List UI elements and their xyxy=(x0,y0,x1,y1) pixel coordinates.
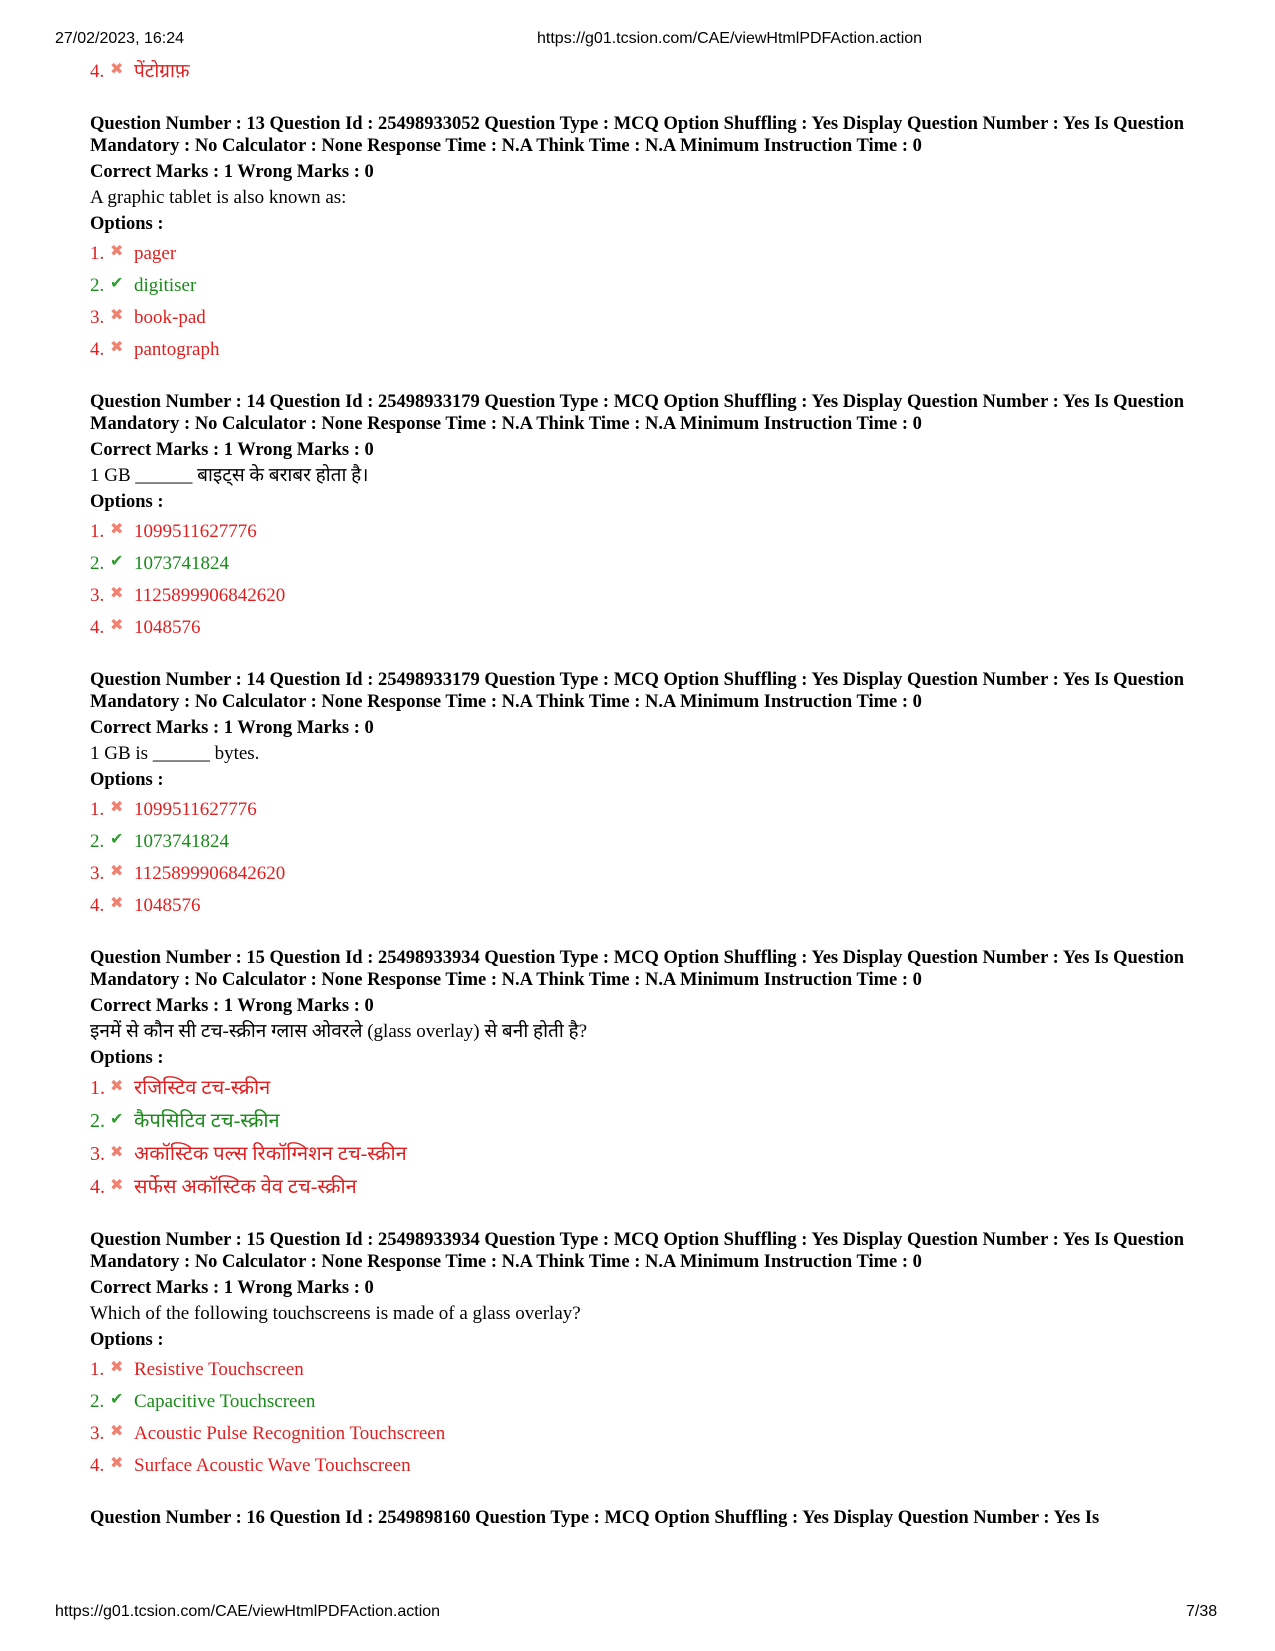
option-number: 1. xyxy=(90,243,105,264)
question-marks: Correct Marks : 1 Wrong Marks : 0 xyxy=(90,996,374,1016)
cross-icon: ✖ xyxy=(110,337,124,356)
option-text: Surface Acoustic Wave Touchscreen xyxy=(134,1455,411,1476)
question-text: 1 GB is ______ bytes. xyxy=(90,743,260,764)
question-meta: Question Number : 16 Question Id : 2549898160 Question Type : MCQ Option Shuffling : Yes Display Question Number : Yes Is xyxy=(90,1508,1100,1528)
question-block xyxy=(90,669,1210,917)
question-marks: Correct Marks : 1 Wrong Marks : 0 xyxy=(90,162,374,182)
option-text: digitiser xyxy=(134,275,197,296)
print-footer-url: https://g01.tcsion.com/CAE/viewHtmlPDFAction.action xyxy=(55,1603,441,1620)
cross-icon: ✖ xyxy=(110,305,124,324)
option-number: 3. xyxy=(90,1143,105,1165)
option-item xyxy=(90,58,1210,83)
cross-icon: ✖ xyxy=(110,519,124,538)
option-text: 1048576 xyxy=(134,895,201,916)
option-number: 4. xyxy=(90,1455,105,1476)
cross-icon: ✖ xyxy=(110,241,124,260)
option-number: 3. xyxy=(90,863,105,884)
option-text: 1073741824 xyxy=(134,553,229,574)
cross-icon: ✖ xyxy=(110,1421,124,1440)
option-number: 4. xyxy=(90,61,105,82)
question-marks: Correct Marks : 1 Wrong Marks : 0 xyxy=(90,718,374,738)
option-item xyxy=(90,1420,1210,1445)
option-item xyxy=(90,860,1210,885)
option-item xyxy=(90,550,1210,575)
option-item xyxy=(90,240,1210,265)
cross-icon: ✖ xyxy=(110,583,124,602)
option-item xyxy=(90,1107,1210,1133)
option-item xyxy=(90,796,1210,821)
option-text: Capacitive Touchscreen xyxy=(134,1391,316,1412)
cross-icon: ✖ xyxy=(110,1175,124,1194)
option-item xyxy=(90,1356,1210,1381)
question-paper-content xyxy=(90,58,1210,1533)
options-label: Options : xyxy=(90,492,164,512)
option-text: अकॉस्टिक पल्स रिकॉग्निशन टच-स्क्रीन xyxy=(134,1143,407,1165)
question-block xyxy=(90,1229,1210,1477)
option-item xyxy=(90,582,1210,607)
question-text: Which of the following touchscreens is made of a glass overlay? xyxy=(90,1303,581,1324)
option-item xyxy=(90,1452,1210,1477)
option-number: 3. xyxy=(90,585,105,606)
option-text: कैपसिटिव टच-स्क्रीन xyxy=(134,1110,280,1132)
option-number: 1. xyxy=(90,521,105,542)
options-label: Options : xyxy=(90,770,164,790)
question-meta: Question Number : 15 Question Id : 25498933934 Question Type : MCQ Option Shuffling : Yes Display Question Number : Yes Is Question Mandatory : No Calculator : None Response Time : N.A Think Time : N.A Minimum Instruction Time : 0 xyxy=(90,948,1185,990)
option-text: 1073741824 xyxy=(134,831,229,852)
option-number: 4. xyxy=(90,895,105,916)
cross-icon: ✖ xyxy=(110,861,124,880)
options-label: Options : xyxy=(90,214,164,234)
option-item xyxy=(90,272,1210,297)
option-number: 3. xyxy=(90,1423,105,1444)
option-text: pantograph xyxy=(134,339,220,360)
option-item xyxy=(90,1173,1210,1199)
option-text: pager xyxy=(134,243,177,264)
question-block xyxy=(90,1507,1210,1529)
option-number: 1. xyxy=(90,1077,105,1099)
question-marks: Correct Marks : 1 Wrong Marks : 0 xyxy=(90,1278,374,1298)
cross-icon: ✖ xyxy=(110,1357,124,1376)
options-label: Options : xyxy=(90,1330,164,1350)
question-block xyxy=(90,113,1210,361)
option-text: Resistive Touchscreen xyxy=(134,1359,304,1380)
check-icon: ✔ xyxy=(110,551,124,570)
cross-icon: ✖ xyxy=(110,615,124,634)
question-text: A graphic tablet is also known as: xyxy=(90,187,347,208)
question-text: इनमें से कौन सी टच-स्क्रीन ग्लास ओवरले (glass overlay) से बनी होती है? xyxy=(90,1021,588,1042)
cross-icon: ✖ xyxy=(110,1142,124,1161)
option-text: 1099511627776 xyxy=(134,521,257,542)
option-item xyxy=(90,1140,1210,1166)
check-icon: ✔ xyxy=(110,273,124,292)
question-meta: Question Number : 15 Question Id : 25498933934 Question Type : MCQ Option Shuffling : Yes Display Question Number : Yes Is Question Mandatory : No Calculator : None Response Time : N.A Think Time : N.A Minimum Instruction Time : 0 xyxy=(90,1230,1185,1272)
option-text: 1099511627776 xyxy=(134,799,257,820)
option-item xyxy=(90,1074,1210,1100)
option-item xyxy=(90,304,1210,329)
option-number: 4. xyxy=(90,1176,105,1198)
option-text: रजिस्टिव टच-स्क्रीन xyxy=(134,1077,271,1099)
option-number: 2. xyxy=(90,1391,105,1412)
print-datetime: 27/02/2023, 16:24 xyxy=(55,30,185,47)
option-item xyxy=(90,614,1210,639)
option-text: 1048576 xyxy=(134,617,201,638)
cross-icon: ✖ xyxy=(110,59,124,78)
check-icon: ✔ xyxy=(110,1389,124,1408)
option-item xyxy=(90,892,1210,917)
option-text: Acoustic Pulse Recognition Touchscreen xyxy=(134,1423,446,1444)
question-meta: Question Number : 14 Question Id : 25498933179 Question Type : MCQ Option Shuffling : Yes Display Question Number : Yes Is Question Mandatory : No Calculator : None Response Time : N.A Think Time : N.A Minimum Instruction Time : 0 xyxy=(90,670,1185,712)
question-block xyxy=(90,947,1210,1199)
option-number: 4. xyxy=(90,617,105,638)
question-marks: Correct Marks : 1 Wrong Marks : 0 xyxy=(90,440,374,460)
options-label: Options : xyxy=(90,1048,164,1068)
cross-icon: ✖ xyxy=(110,1453,124,1472)
option-text: 1125899906842620 xyxy=(134,585,286,606)
question-meta: Question Number : 13 Question Id : 25498933052 Question Type : MCQ Option Shuffling : Yes Display Question Number : Yes Is Question Mandatory : No Calculator : None Response Time : N.A Think Time : N.A Minimum Instruction Time : 0 xyxy=(90,114,1185,156)
option-item xyxy=(90,1388,1210,1413)
cross-icon: ✖ xyxy=(110,797,124,816)
option-text: सर्फेस अकॉस्टिक वेव टच-स्क्रीन xyxy=(134,1176,357,1198)
question-list xyxy=(90,113,1210,1477)
page-number: 7/38 xyxy=(1186,1603,1218,1620)
question-meta: Question Number : 14 Question Id : 25498933179 Question Type : MCQ Option Shuffling : Yes Display Question Number : Yes Is Question Mandatory : No Calculator : None Response Time : N.A Think Time : N.A Minimum Instruction Time : 0 xyxy=(90,392,1185,434)
option-number: 2. xyxy=(90,553,105,574)
check-icon: ✔ xyxy=(110,1109,124,1128)
option-text: पेंटोग्राफ़ xyxy=(134,61,190,82)
option-text: book-pad xyxy=(134,307,206,328)
question-block xyxy=(90,391,1210,639)
option-number: 2. xyxy=(90,275,105,296)
option-item xyxy=(90,518,1210,543)
print-header-url: https://g01.tcsion.com/CAE/viewHtmlPDFAction.action xyxy=(537,30,923,47)
option-number: 1. xyxy=(90,1359,105,1380)
question-text: 1 GB ______ बाइट्स के बराबर होता है। xyxy=(90,465,369,486)
cross-icon: ✖ xyxy=(110,1076,124,1095)
cross-icon: ✖ xyxy=(110,893,124,912)
option-text: 1125899906842620 xyxy=(134,863,286,884)
option-item xyxy=(90,828,1210,853)
option-item xyxy=(90,336,1210,361)
option-number: 1. xyxy=(90,799,105,820)
check-icon: ✔ xyxy=(110,829,124,848)
option-number: 4. xyxy=(90,339,105,360)
option-number: 2. xyxy=(90,1110,105,1132)
option-number: 2. xyxy=(90,831,105,852)
option-number: 3. xyxy=(90,307,105,328)
